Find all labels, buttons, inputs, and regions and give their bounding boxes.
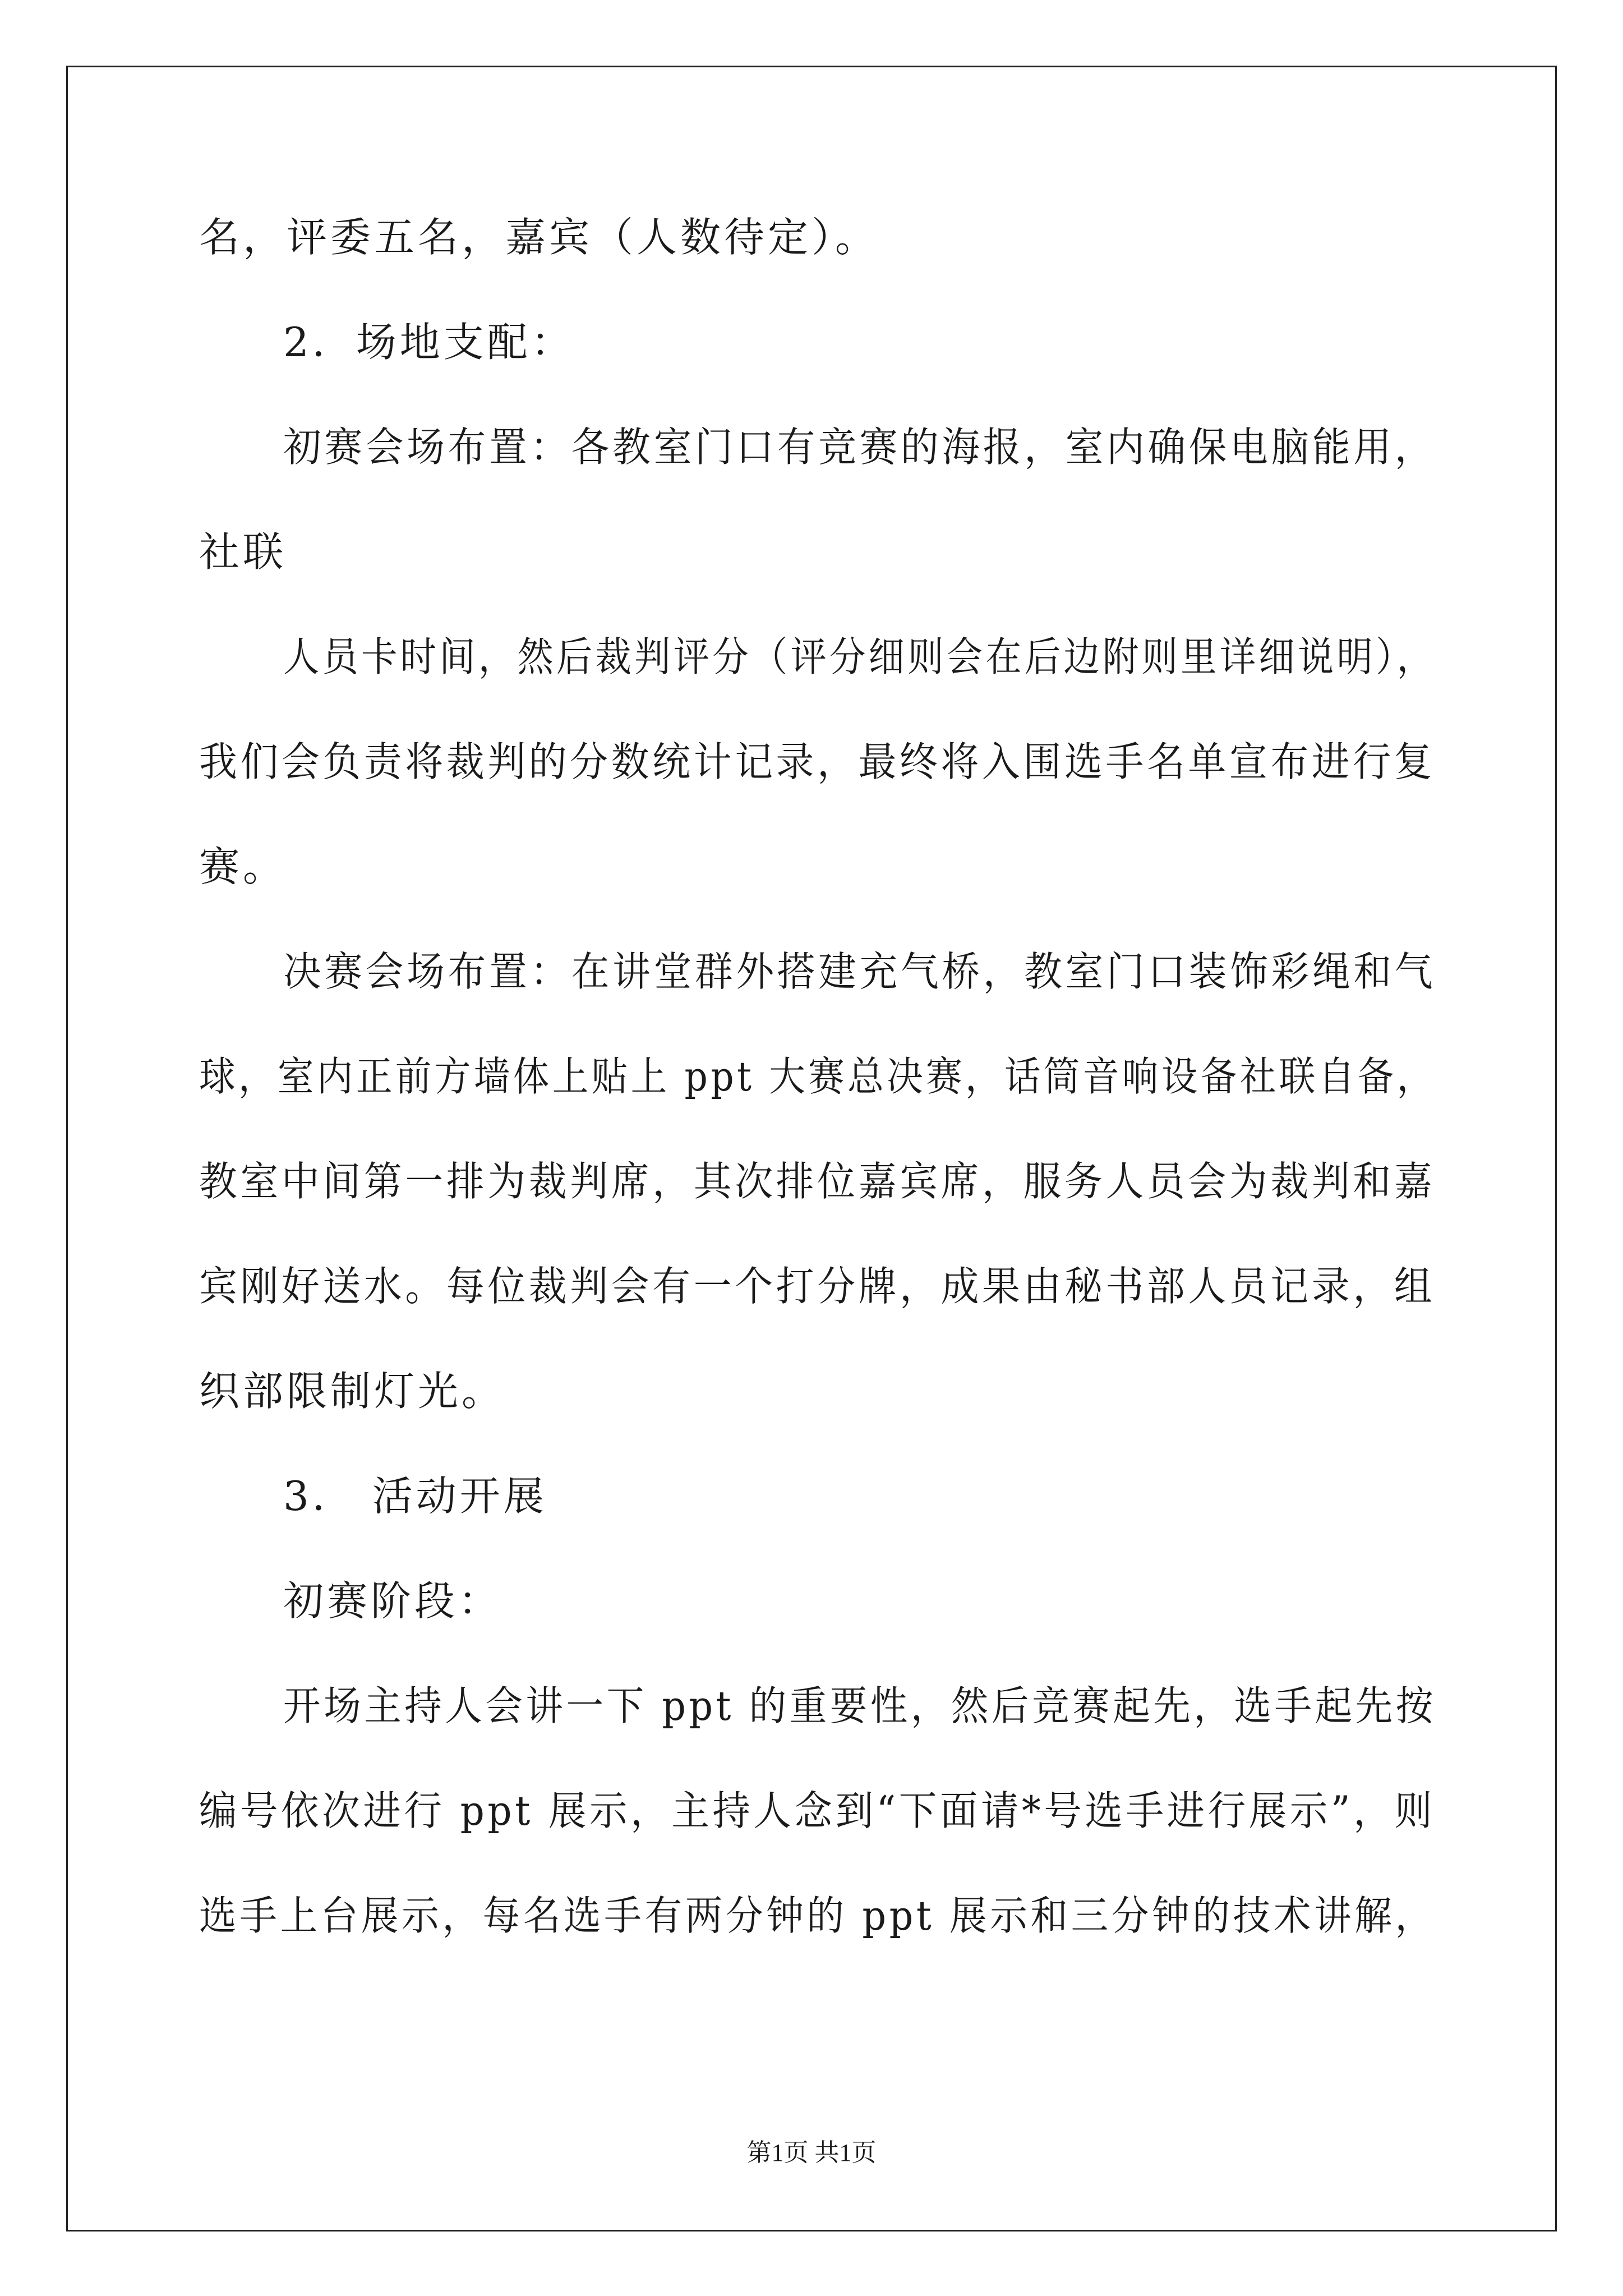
text-line: 人员卡时间，然后裁判评分（评分细则会在后边附则里详细说明）， bbox=[283, 633, 1436, 680]
text-line: 宾刚好送水。每位裁判会有一个打分牌，成果由秘书部人员记录，组 bbox=[199, 1263, 1436, 1310]
text-line: 选手上台展示，每名选手有两分钟的 ppt 展示和三分钟的技术讲解， bbox=[199, 1892, 1436, 1939]
section-heading: 3． 活动开展 bbox=[283, 1473, 547, 1520]
text-line: 教室中间第一排为裁判席，其次排位嘉宾席，服务人员会为裁判和嘉 bbox=[199, 1158, 1436, 1205]
text-line: 开场主持人会讲一下 ppt 的重要性，然后竞赛起先，选手起先按 bbox=[283, 1682, 1436, 1729]
text-line: 决赛会场布置：在讲堂群外搭建充气桥，教室门口装饰彩绳和气 bbox=[283, 948, 1436, 995]
text-line: 编号依次进行 ppt 展示，主持人念到“下面请*号选手进行展示”，则 bbox=[199, 1787, 1436, 1834]
text-line: 初赛会场布置：各教室门口有竞赛的海报，室内确保电脑能用， bbox=[283, 424, 1436, 471]
text-line: 赛。 bbox=[199, 843, 287, 890]
text-line: 织部限制灯光。 bbox=[199, 1368, 506, 1415]
text-line: 社联 bbox=[199, 528, 287, 576]
text-line: 名，评委五名，嘉宾（人数待定）。 bbox=[199, 214, 879, 261]
page-footer: 第1页 共1页 bbox=[746, 2139, 877, 2166]
text-line: 我们会负责将裁判的分数统计记录，最终将入围选手名单宣布进行复 bbox=[199, 738, 1436, 785]
text-line: 球，室内正前方墙体上贴上 ppt 大赛总决赛，话筒音响设备社联自备， bbox=[199, 1053, 1436, 1100]
section-heading: 2．场地支配： bbox=[283, 319, 575, 366]
text-line: 初赛阶段： bbox=[283, 1577, 502, 1625]
